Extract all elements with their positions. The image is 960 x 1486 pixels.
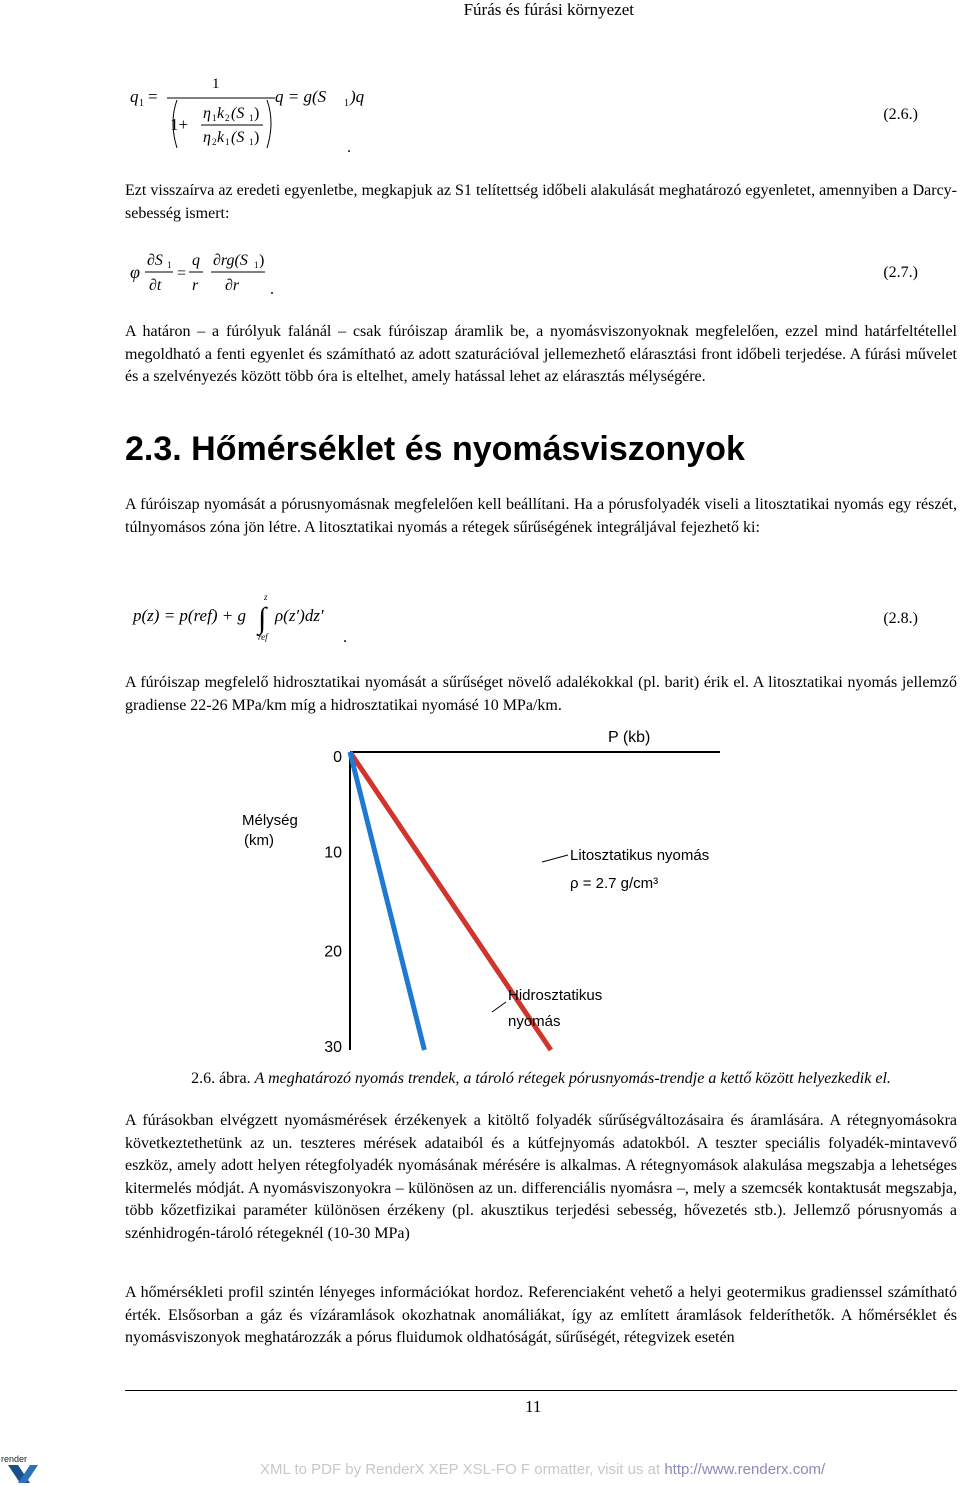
equation-2-6 — [125, 70, 960, 160]
svg-text:1: 1 — [254, 260, 259, 270]
eq28-left: p(z) = p(ref) + g — [133, 606, 246, 625]
eq27-r: r — [192, 277, 199, 294]
svg-text:1: 1 — [225, 137, 230, 147]
eq26-q: q — [130, 87, 139, 106]
chart-x-axis-label: P (kb) — [608, 729, 651, 746]
footer-rule — [125, 1390, 957, 1391]
eq26-k1: k — [217, 129, 225, 146]
chart-y-tick-label: 0 — [333, 749, 342, 766]
hydro-label-2: nyomás — [508, 1013, 561, 1030]
hydro-label-1: Hidrosztatikus — [508, 987, 603, 1004]
eq27-q: q — [192, 252, 200, 269]
svg-text:): ) — [254, 105, 260, 122]
equation-2-7 — [125, 248, 960, 303]
litho-label: Litosztatikus nyomás — [570, 847, 710, 864]
svg-text:1: 1 — [212, 113, 217, 123]
eq26-arg2: (S — [231, 129, 245, 146]
paragraph-3: A fúróiszap nyomását a pórusnyomásnak megfelelően kell beállítani. Ha a pórusfolyadék viseli a litosztatikai nyomás egy részét, túlnyomásos zóna jön létre. A litosztatikai nyomás a rétegek sűrűségének integráljával fejezhető ki: — [125, 496, 957, 536]
eq26-one-plus: 1+ — [170, 115, 189, 134]
lithostatic-pressure-line — [350, 752, 551, 1050]
footer-watermark — [260, 1461, 825, 1478]
eq26-k2: k — [217, 105, 225, 122]
svg-text:2: 2 — [212, 137, 217, 147]
hydrostatic-pressure-line — [350, 752, 424, 1050]
svg-text:1: 1 — [249, 137, 254, 147]
chart-y-tick-label: 30 — [324, 1039, 342, 1052]
svg-text:): ) — [259, 252, 265, 269]
eq27-drg: ∂rg(S — [213, 252, 248, 269]
chart-series — [350, 752, 551, 1050]
paragraph-4: A fúróiszap megfelelő hidrosztatikai nyomását a sűrűséget növelő adalékokkal (pl. barit) érik el. A litosztatikai nyomás jellemző gradiense 22-26 MPa/km míg a hidrosztatikai nyomásé 10 MPa/km. — [125, 674, 957, 714]
eq27-phi: φ — [130, 262, 140, 282]
section-heading: 2.3. Hőmérséklet és nyomásviszonyok — [125, 430, 745, 468]
eq28-upper: z — [264, 592, 268, 602]
paragraph-1: Ezt visszaírva az eredeti egyenletbe, megkapjuk az S1 telítettség időbeli alakulását meghatározó egyenletet, amennyiben a Darcy-sebesség ismert: — [125, 182, 957, 222]
renderx-logo-icon — [0, 1452, 40, 1484]
footer-text: XML to PDF by RenderX XEP XSL-FO F ormatter, visit us at — [260, 1461, 665, 1478]
svg-text:1: 1 — [344, 98, 349, 109]
eq26-eta2: η — [203, 129, 211, 146]
eq28-integral: ∫ — [258, 602, 267, 635]
chart-y-tick-label: 10 — [324, 844, 342, 862]
eq26-rhs-tail: )q — [350, 87, 365, 106]
equation-2-7-formula — [125, 248, 325, 303]
equation-2-8-formula — [125, 590, 365, 650]
eq27-eq: = — [177, 265, 187, 282]
running-header — [0, 0, 960, 28]
eq26-rhs: q = g(S — [275, 87, 327, 106]
chart-y-axis-label-1: Mélység — [242, 812, 298, 829]
eq27-number: (2.7.) — [883, 264, 918, 281]
litho-density-label: ρ = 2.7 g/cm³ — [570, 875, 659, 892]
footer-link[interactable]: http://www.renderx.com/ — [664, 1461, 826, 1478]
pressure-depth-chart — [230, 722, 730, 1052]
svg-text:1: 1 — [167, 260, 172, 270]
paragraph-5: A fúrásokban elvégzett nyomásmérések érzékenyek a kitöltő folyadék sűrűségváltozásaira és áramlására. A rétegnyomásokra következtethetünk az un. teszteres mérések adataiból és a kútfejnyomás adatokból. A teszter speciális folyadék-mintavevő eszköz, amely adott helyen rétegfolyadék nyomásának mérésére is alkalmas. A rétegnyomások alakulása megszabja a lehetséges kitermelés módját. A nyomásviszonyokra – különösen az un. differenciális nyomásra –, mely a szemcsék kontaktusát megszabja, több kőzetfizikai paraméter különösen érzékeny (pl. akusztikus terjedési sebesség, hővezetés stb.). Jellemző pórusnyomás a szénhidrogén-tároló rétegeknél (10-30 MPa) — [125, 1112, 957, 1242]
svg-text:.: . — [270, 281, 274, 298]
paragraph-6: A hőmérsékleti profil szintén lényeges információkat hordoz. Referenciaként vehető a helyi geotermikus gradienssel számítható érték. Elsősorban a gáz és vízáramlások okozhatnak anomáliákat, így az említett áramlások felderíthetők. A hőmérséklet és nyomásviszonyok meghatározzák a pórus fluidumok oldhatóságát, sűrűségét, rétegvizek esetén — [125, 1284, 957, 1346]
figure-label: 2.6. ábra. — [191, 1070, 251, 1087]
equation-2-8 — [125, 590, 960, 650]
figure-text: A meghatározó nyomás trendek, a tároló rétegek pórusnyomás-trendje a kettő között helyezkedik el. — [254, 1070, 891, 1087]
svg-text:.: . — [343, 629, 347, 646]
paragraph-2: A határon – a fúrólyuk falánál – csak fúróiszap áramlik be, a nyomásviszonyoknak megfelelően, ezzel mind határfeltétellel megoldható a fenti egyenlet és számítható az adott szaturációval jellemezhető elárasztási front időbeli terjedése. A fúrási művelet és a szelvényezés között több óra is eltelhet, amely hatással lehet az elárasztás mélységére. — [125, 323, 957, 385]
eq26-eta1: η — [203, 105, 211, 122]
eq28-lower: ref — [258, 632, 268, 642]
chart-y-ticks — [324, 749, 342, 1052]
svg-text:1: 1 — [249, 113, 254, 123]
header-title: Fúrás és fúrási környezet — [463, 0, 634, 19]
eq28-integrand: ρ(z′)dz′ — [275, 606, 324, 625]
figure-caption — [125, 1070, 957, 1088]
page-number: 11 — [525, 1397, 542, 1416]
svg-text:2: 2 — [225, 113, 230, 123]
eq28-number: (2.8.) — [883, 610, 918, 627]
eq27-dr: ∂r — [225, 277, 240, 294]
eq26-number: (2.6.) — [883, 106, 918, 123]
eq26-numerator: 1 — [212, 76, 220, 92]
eq26-q-sub: 1 — [139, 98, 144, 109]
svg-text:): ) — [254, 129, 260, 146]
chart-y-axis-label-2: (km) — [244, 832, 274, 849]
chart-svg — [230, 722, 730, 1052]
equation-2-6-formula — [125, 70, 385, 160]
svg-text:.: . — [347, 139, 351, 156]
eq26-arg1: (S — [231, 105, 245, 122]
svg-text:render: render — [1, 1454, 28, 1464]
eq27-dt: ∂t — [149, 277, 162, 294]
svg-text:=: = — [148, 87, 158, 106]
eq27-dS: ∂S — [147, 252, 163, 269]
chart-y-tick-label: 20 — [324, 943, 342, 961]
